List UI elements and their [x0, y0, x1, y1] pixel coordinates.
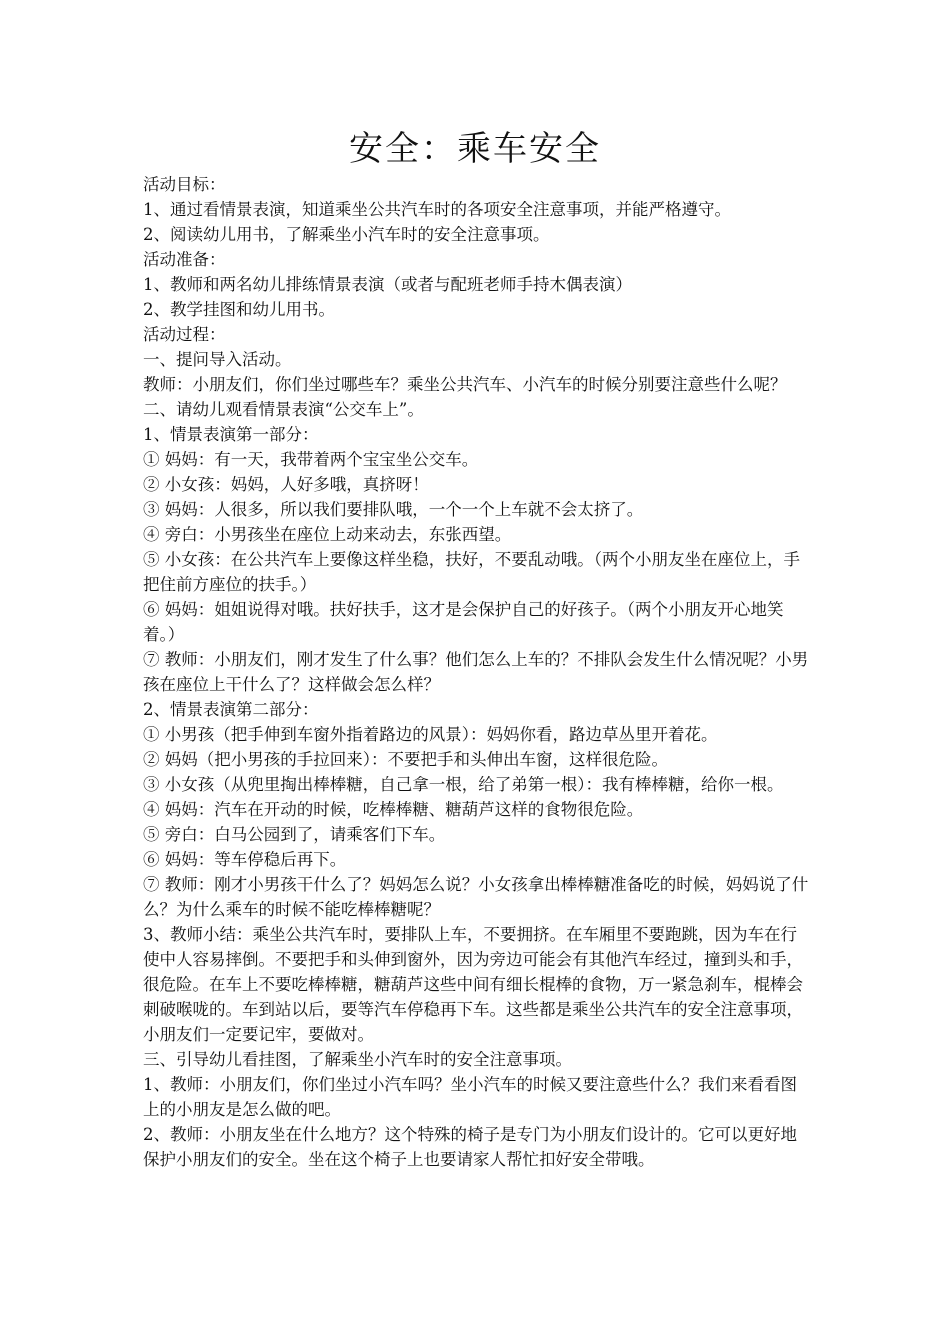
text-line: 1、教师和两名幼儿排练情景表演（或者与配班老师手持木偶表演） — [143, 275, 632, 294]
text-line: ⑤ 旁白：白马公园到了，请乘客们下车。 — [143, 825, 446, 844]
text-line: 一、提问导入活动。 — [143, 350, 292, 369]
text-line: ③ 妈妈：人很多，所以我们要排队哦，一个一个上车就不会太挤了。 — [143, 500, 644, 519]
text-line: ⑦ 教师：刚才小男孩干什么了？妈妈怎么说？小女孩拿出棒棒糖准备吃的时候，妈妈说了什么？为什么乘车的时候不能吃棒棒糖呢？ — [143, 875, 809, 919]
text-line: ① 小男孩（把手伸到车窗外指着路边的风景）：妈妈你看，路边草丛里开着花。 — [143, 725, 718, 744]
text-line: 1、情景表演第一部分： — [143, 425, 319, 444]
document-title: 安全：乘车安全 — [349, 129, 601, 169]
text-line: 1、通过看情景表演，知道乘坐公共汽车时的各项安全注意事项，并能严格遵守。 — [143, 200, 731, 219]
text-line: ⑥ 妈妈：等车停稳后再下。 — [143, 850, 347, 869]
text-line: 2、教学挂图和幼儿用书。 — [143, 300, 335, 319]
text-line: 2、情景表演第二部分： — [143, 700, 319, 719]
text-line: 2、阅读幼儿用书，了解乘坐小汽车时的安全注意事项。 — [143, 225, 550, 244]
text-line: 1、教师：小朋友们，你们坐过小汽车吗？坐小汽车的时候又要注意些什么？我们来看看图上的小朋友是怎么做的吧。 — [143, 1075, 797, 1119]
text-line: ⑤ 小女孩：在公共汽车上要像这样坐稳，扶好，不要乱动哦。（两个小朋友坐在座位上，手把住前方座位的扶手。） — [143, 550, 800, 594]
text-line: 活动目标： — [143, 175, 226, 194]
text-line: ⑥ 妈妈：姐姐说得对哦。扶好扶手，这才是会保护自己的好孩子。（两个小朋友开心地笑着。） — [143, 600, 784, 644]
text-line: ③ 小女孩（从兜里掏出棒棒糖，自己拿一根，给了弟第一根）：我有棒棒糖，给你一根。 — [143, 775, 784, 794]
document-body — [143, 172, 809, 1172]
text-line: ④ 旁白：小男孩坐在座位上动来动去，东张西望。 — [143, 525, 512, 544]
text-line: ④ 妈妈：汽车在开动的时候，吃棒棒糖、糖葫芦这样的食物很危险。 — [143, 800, 644, 819]
text-line: 二、请幼儿观看情景表演“公交车上”。 — [143, 400, 424, 419]
text-line: ⑦ 教师：小朋友们，刚才发生了什么事？他们怎么上车的？不排队会发生什么情况呢？小男孩在座位上干什么了？这样做会怎么样？ — [143, 650, 809, 694]
text-line: ① 妈妈：有一天，我带着两个宝宝坐公交车。 — [143, 450, 479, 469]
text-line: ② 妈妈（把小男孩的手拉回来）：不要把手和头伸出车窗，这样很危险。 — [143, 750, 668, 769]
text-line: ② 小女孩：妈妈，人好多哦，真挤呀！ — [143, 475, 429, 494]
text-line: 教师：小朋友们，你们坐过哪些车？乘坐公共汽车、小汽车的时候分别要注意些什么呢？ — [143, 375, 787, 394]
text-line: 三、引导幼儿看挂图，了解乘坐小汽车时的安全注意事项。 — [143, 1050, 572, 1069]
text-line: 活动过程： — [143, 325, 226, 344]
text-line: 2、教师：小朋友坐在什么地方？这个特殊的椅子是专门为小朋友们设计的。它可以更好地保护小朋友们的安全。坐在这个椅子上也要请家人帮忙扣好安全带哦。 — [143, 1125, 797, 1169]
text-line: 3、教师小结：乘坐公共汽车时，要排队上车，不要拥挤。在车厢里不要跑跳，因为车在行使中人容易摔倒。不要把手和头伸到窗外，因为旁边可能会有其他汽车经过，撞到头和手，很危险。在车上不要吃棒棒糖，糖葫芦这些中间有细长棍棒的食物，万一紧急刹车，棍棒会刺破喉咙的。车到站以后，要等汽车停稳再下车。这些都是乘坐公共汽车的安全注意事项，小朋友们一定要记牢，要做对。 — [143, 925, 803, 1044]
text-line: 活动准备： — [143, 250, 226, 269]
